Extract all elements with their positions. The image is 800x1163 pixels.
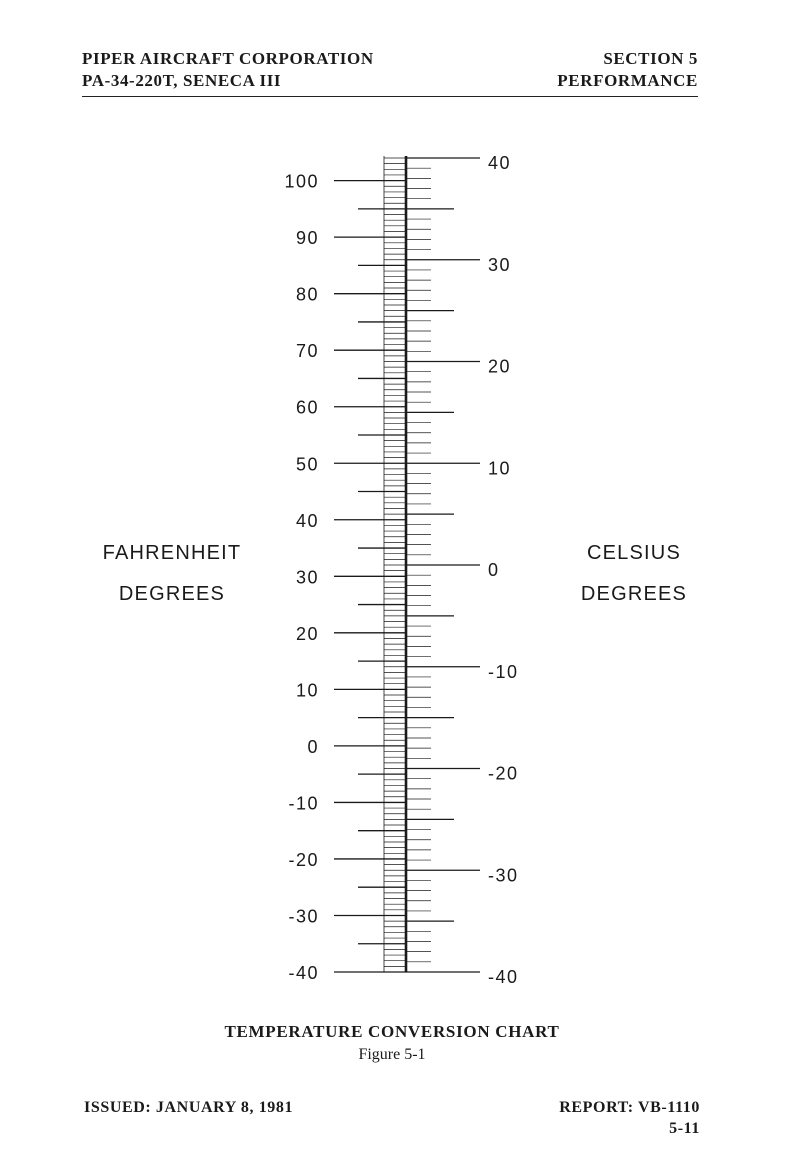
fahrenheit-tick-label: 40: [295, 510, 319, 531]
celsius-tick-label: -30: [488, 865, 519, 886]
section-number: SECTION 5: [603, 49, 698, 68]
fahrenheit-tick-label: 60: [295, 397, 319, 418]
fahrenheit-tick-label: 70: [295, 341, 319, 362]
celsius-tick-label: 40: [488, 153, 512, 173]
issued-date: ISSUED: JANUARY 8, 1981: [84, 1099, 294, 1116]
fahrenheit-tick-label: 20: [295, 623, 319, 644]
fahrenheit-tick-label: 50: [295, 454, 319, 475]
figure-number: Figure 5-1: [358, 1046, 426, 1063]
report-number: REPORT: VB-1110: [559, 1099, 700, 1116]
company-name: PIPER AIRCRAFT CORPORATION: [82, 49, 374, 68]
chart-title: TEMPERATURE CONVERSION CHART: [224, 1022, 560, 1041]
fahrenheit-tick-label: -40: [288, 963, 319, 983]
celsius-label-line2: DEGREES: [580, 583, 688, 605]
celsius-tick-label: 0: [488, 560, 500, 580]
section-title: PERFORMANCE: [557, 71, 698, 90]
celsius-tick-label: 20: [488, 356, 512, 377]
aircraft-model: PA-34-220T, SENECA III: [82, 71, 282, 90]
fahrenheit-tick-label: -20: [288, 849, 319, 870]
fahrenheit-tick-label: 10: [295, 680, 319, 701]
fahrenheit-tick-label: 80: [295, 284, 319, 305]
fahrenheit-tick-label: 100: [284, 171, 319, 192]
fahrenheit-tick-label: 30: [295, 567, 319, 588]
celsius-tick-label: -20: [488, 763, 519, 784]
fahrenheit-tick-label: -10: [288, 793, 319, 814]
celsius-tick-label: 30: [488, 254, 512, 275]
fahrenheit-label-line1: FAHRENHEIT: [102, 542, 242, 564]
celsius-tick-label: 10: [488, 458, 512, 479]
celsius-tick-label: -40: [488, 967, 519, 987]
celsius-label-line1: CELSIUS: [587, 542, 681, 564]
fahrenheit-tick-label: 0: [307, 736, 319, 757]
page-number: 5-11: [669, 1120, 700, 1137]
footer-left: [84, 1097, 293, 1118]
fahrenheit-tick-label: 90: [295, 228, 319, 249]
footer-right: [559, 1097, 700, 1139]
celsius-tick-label: -10: [488, 661, 519, 682]
fahrenheit-label-line2: DEGREES: [118, 583, 226, 605]
fahrenheit-tick-label: -30: [288, 906, 319, 927]
